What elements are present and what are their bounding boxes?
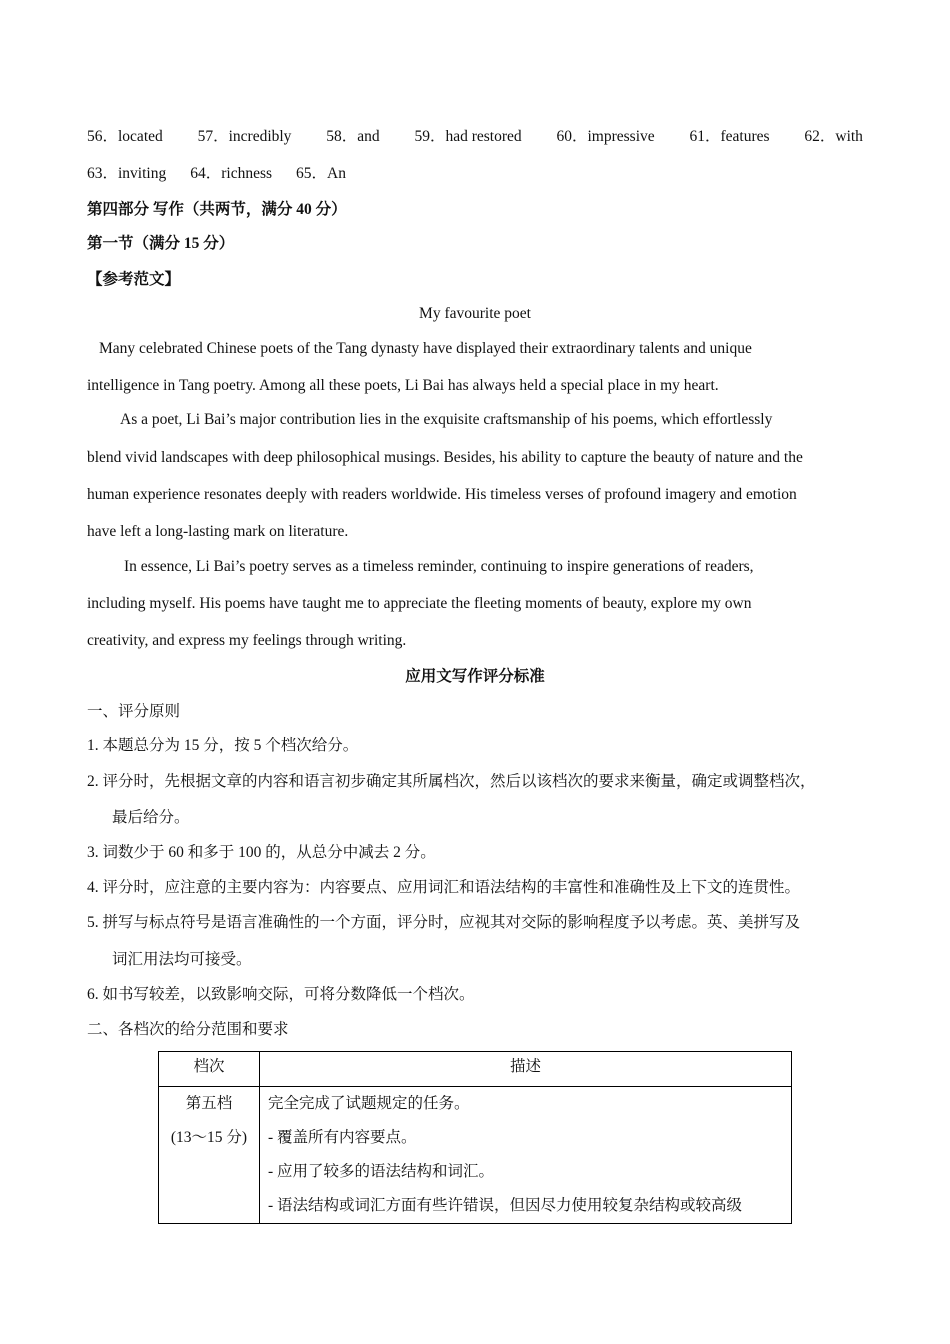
description-line: - 应用了较多的语法结构和词汇。 — [268, 1163, 495, 1180]
description-line: - 语法结构或词汇方面有些许错误，但因尽力使用较复杂结构或较高级 — [268, 1197, 743, 1214]
grading-table — [158, 1051, 792, 1224]
answer-63: 63．inviting — [87, 165, 167, 182]
essay-line: As a poet, Li Bai’s major contribution lies in the exquisite craftsmanship of his poems, which effortlessly — [120, 411, 773, 428]
criteria-item-continuation: 最后给分。 — [112, 809, 190, 826]
table-header-row — [159, 1052, 792, 1087]
criteria-title: 应用文写作评分标准 — [405, 668, 545, 685]
essay-line: creativity, and express my feelings through writing. — [87, 632, 407, 649]
header-level: 档次 — [159, 1052, 260, 1087]
description-line: - 覆盖所有内容要点。 — [268, 1129, 417, 1146]
principles-heading: 一、评分原则 — [87, 703, 181, 720]
answer-key-row-1 — [87, 127, 863, 147]
essay-line: intelligence in Tang poetry. Among all these poets, Li Bai has always held a special place in my heart. — [87, 377, 719, 394]
essay-line: blend vivid landscapes with deep philosophical musings. Besides, his ability to capture the beauty of nature and the — [87, 449, 803, 466]
level-cell — [159, 1087, 260, 1224]
table-row — [159, 1087, 792, 1224]
answer-64: 64．richness — [190, 165, 273, 182]
criteria-item-continuation: 词汇用法均可接受。 — [112, 951, 252, 968]
levels-heading: 二、各档次的给分范围和要求 — [87, 1021, 289, 1038]
criteria-item: 1. 本题总分为 15 分，按 5 个档次给分。 — [87, 737, 359, 754]
answer-57: 57．incredibly — [197, 128, 292, 145]
essay-line: human experience resonates deeply with readers worldwide. His timeless verses of profound imagery and emotion — [87, 486, 797, 503]
answer-58: 58．and — [326, 128, 380, 145]
essay-line: Many celebrated Chinese poets of the Tang dynasty have displayed their extraordinary talents and unique — [99, 340, 752, 357]
description-line: 完全完成了试题规定的任务。 — [268, 1095, 470, 1112]
answer-key-row-2 — [87, 164, 863, 184]
answer-65: 65．An — [296, 165, 346, 182]
answer-56: 56．located — [87, 128, 163, 145]
description-cell — [260, 1087, 792, 1224]
section1-heading: 第一节（满分 15 分） — [87, 235, 235, 252]
criteria-item: 2. 评分时，先根据文章的内容和语言初步确定其所属档次，然后以该档次的要求来衡量，确定或调整档次， — [87, 773, 816, 790]
level-name: 第五档 — [185, 1095, 233, 1112]
criteria-item: 6. 如书写较差，以致影响交际，可将分数降低一个档次。 — [87, 986, 475, 1003]
essay-line: In essence, Li Bai’s poetry serves as a timeless reminder, continuing to inspire generations of readers, — [124, 558, 754, 575]
essay-line: including myself. His poems have taught me to appreciate the fleeting moments of beauty, explore my own — [87, 595, 752, 612]
essay-title: My favourite poet — [419, 305, 531, 322]
criteria-item: 3. 词数少于 60 和多于 100 的，从总分中减去 2 分。 — [87, 844, 436, 861]
sample-essay-label: 【参考范文】 — [87, 271, 181, 288]
level-score-range: (13～15 分) — [170, 1129, 248, 1146]
answer-59: 59．had restored — [414, 128, 522, 145]
part4-heading: 第四部分 写作（共两节，满分 40 分） — [87, 201, 347, 218]
answer-60: 60．impressive — [556, 128, 655, 145]
essay-line: have left a long-lasting mark on literature. — [87, 523, 349, 540]
header-description: 描述 — [260, 1052, 792, 1087]
answer-61: 61．features — [689, 128, 770, 145]
criteria-item: 5. 拼写与标点符号是语言准确性的一个方面，评分时，应视其对交际的影响程度予以考虑。英、美拼写及 — [87, 914, 801, 931]
answer-62: 62．with — [804, 128, 863, 145]
criteria-item: 4. 评分时，应注意的主要内容为：内容要点、应用词汇和语法结构的丰富性和准确性及上下文的连贯性。 — [87, 879, 801, 896]
